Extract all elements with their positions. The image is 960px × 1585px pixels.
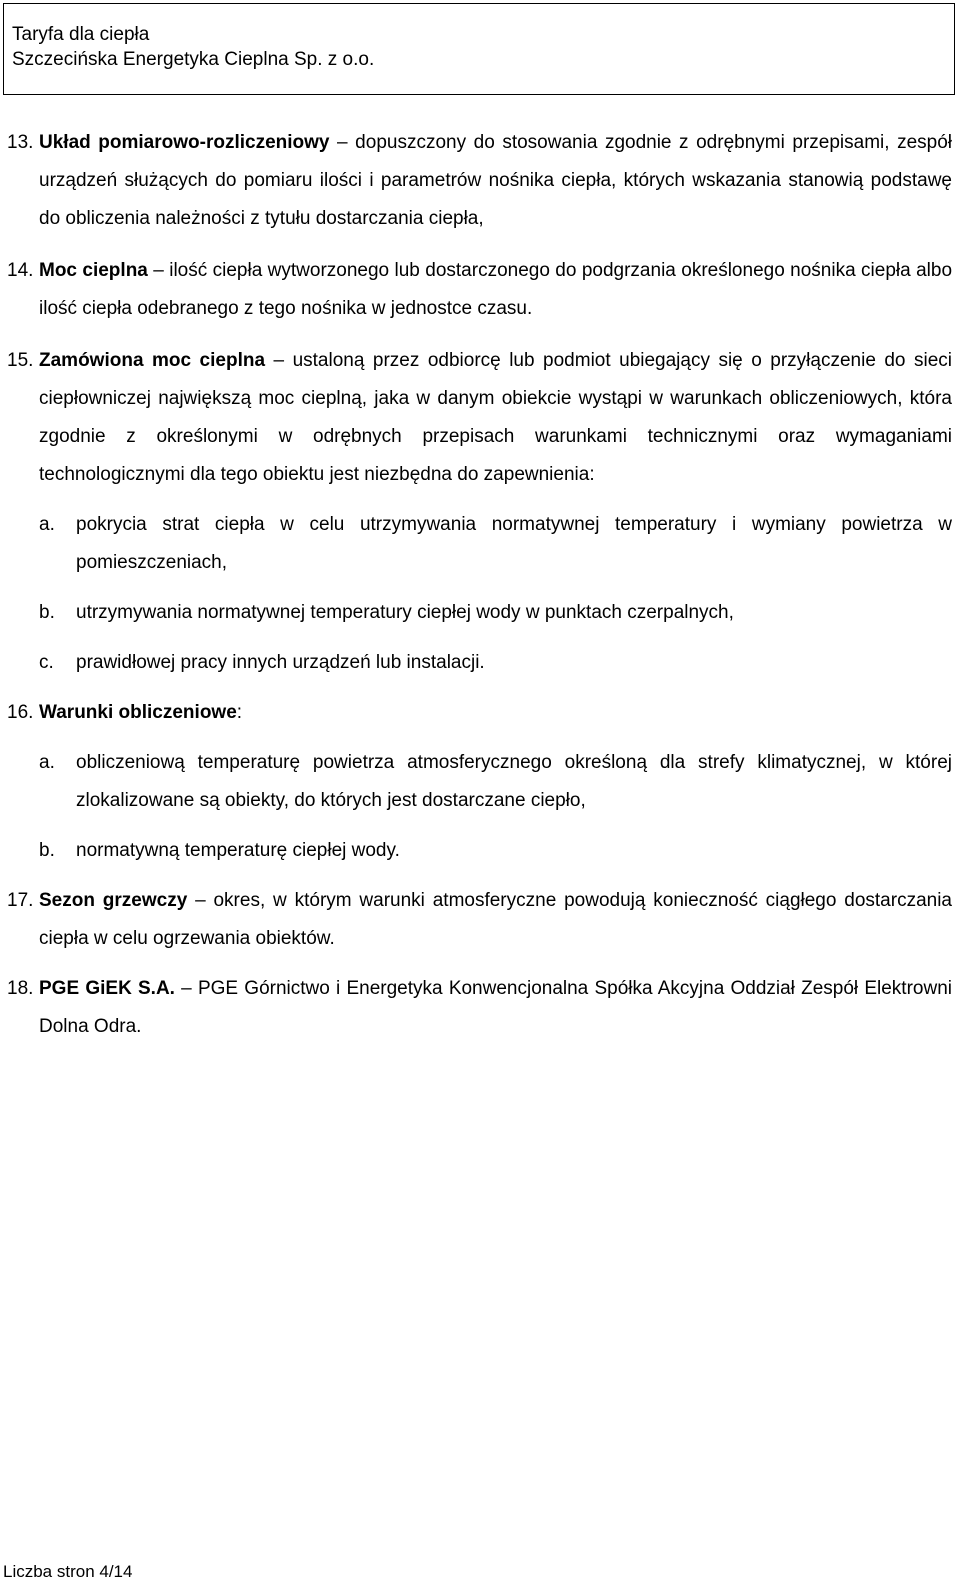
- definition-15: [0, 342, 960, 494]
- definitions-list: [0, 124, 960, 1046]
- definition-text: – ustaloną przez odbiorcę lub podmiot ubiegający się o przyłączenie do sieci ciepłowniczej największą moc cieplną, jaka w danym obiekcie wystąpi w warunkach obliczeniowych, która zgodnie z określonymi w odrębnych przepisach warunkami technicznymi oraz wymaganiami technologicznymi dla tego obiektu jest niezbędna do zapewnienia:: [39, 350, 952, 485]
- definition-text: :: [236, 702, 243, 723]
- sub-item-letter: b.: [39, 602, 55, 623]
- definition-text: – dopuszczony do stosowania zgodnie z odrębnymi przepisami, zespół urządzeń służących do pomiaru ilości i parametrów nośnika ciepła, których wskazania stanowią podstawę do obliczenia należności z tytułu dostarczania ciepła,: [39, 132, 953, 229]
- sub-item-15a: [0, 506, 960, 582]
- definition-term: PGE GiEK S.A.: [39, 978, 175, 999]
- item-number: 16.: [7, 702, 34, 723]
- header-company: Szczecińska Energetyka Cieplna Sp. z o.o.: [12, 49, 375, 70]
- definition-13: [0, 124, 960, 238]
- definition-14: [0, 252, 960, 328]
- sub-item-text: obliczeniową temperaturę powietrza atmosferycznego określoną dla strefy klimatycznej, w której zlokalizowane są obiekty, do których jest dostarczane ciepło,: [76, 752, 952, 811]
- sub-item-text: utrzymywania normatywnej temperatury ciepłej wody w punktach czerpalnych,: [76, 602, 734, 623]
- sub-item-text: pokrycia strat ciepła w celu utrzymywania normatywnej temperatury i wymiany powietrza w pomieszczeniach,: [76, 514, 952, 573]
- definition-term: Moc cieplna: [39, 260, 148, 281]
- sub-item-letter: a.: [39, 514, 55, 535]
- definition-17: [0, 882, 960, 958]
- item-number: 14.: [7, 260, 34, 281]
- definition-term: Sezon grzewczy: [39, 890, 188, 911]
- sub-item-text: prawidłowej pracy innych urządzeń lub instalacji.: [76, 652, 485, 673]
- definition-16: [0, 694, 960, 732]
- sub-item-text: normatywną temperaturę ciepłej wody.: [76, 840, 400, 861]
- definition-text: – PGE Górnictwo i Energetyka Konwencjonalna Spółka Akcyjna Oddział Zespół Elektrowni Dolna Odra.: [39, 978, 952, 1037]
- header-title: Taryfa dla ciepła: [12, 24, 150, 45]
- definition-term: Układ pomiarowo-rozliczeniowy: [39, 132, 330, 153]
- definition-18: [0, 970, 960, 1046]
- item-number: 15.: [7, 350, 34, 371]
- definition-text: – okres, w którym warunki atmosferyczne powodują konieczność ciągłego dostarczania ciepła w celu ogrzewania obiektów.: [39, 890, 952, 949]
- document-header: [3, 3, 955, 95]
- sub-item-letter: a.: [39, 752, 55, 773]
- sub-item-16b: [0, 832, 960, 870]
- item-number: 17.: [7, 890, 34, 911]
- definition-term: Warunki obliczeniowe: [39, 702, 237, 723]
- page-count: Liczba stron 4/14: [3, 1562, 133, 1581]
- sub-item-letter: b.: [39, 840, 55, 861]
- definition-term: Zamówiona moc cieplna: [39, 350, 266, 371]
- sub-item-16a: [0, 744, 960, 820]
- item-number: 18.: [7, 978, 34, 999]
- item-number: 13.: [7, 132, 34, 153]
- definition-text: – ilość ciepła wytworzonego lub dostarczonego do podgrzania określonego nośnika ciepła albo ilość ciepła odebranego z tego nośnika w jednostce czasu.: [39, 260, 953, 319]
- sub-item-letter: c.: [39, 652, 54, 673]
- sub-item-15c: [0, 644, 960, 682]
- sub-item-15b: [0, 594, 960, 632]
